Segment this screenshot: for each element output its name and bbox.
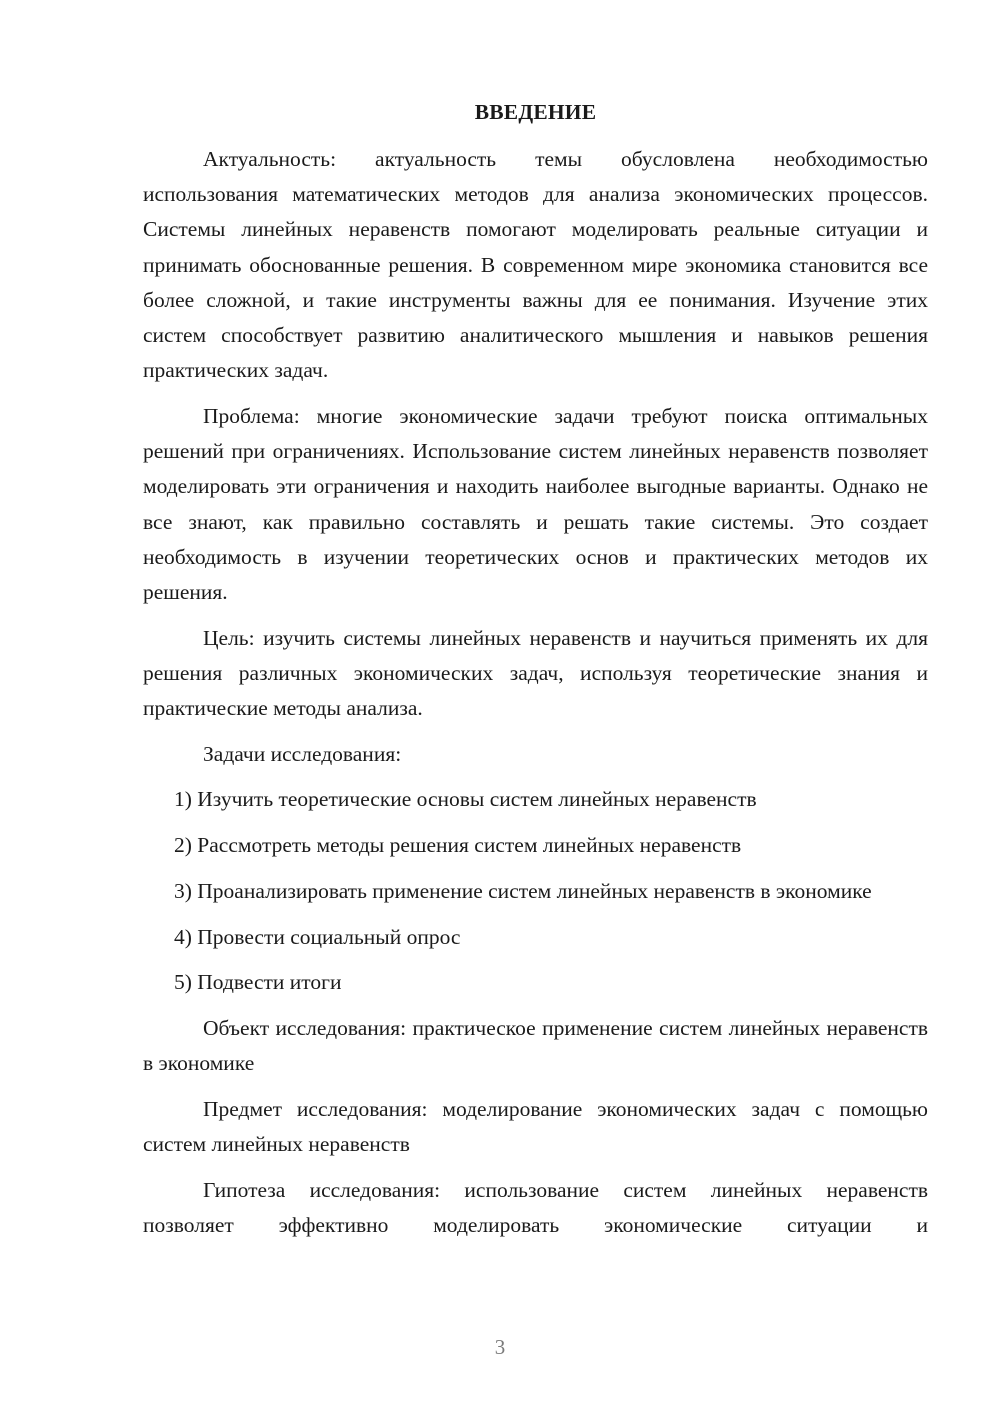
task-item-5: 5) Подвести итоги [174,970,342,995]
object-paragraph: Объект исследования: практическое применение систем линейных неравенств в экономике [143,1015,928,1076]
task-item-4: 4) Провести социальный опрос [174,924,461,949]
goal-paragraph: Цель: изучить системы линейных неравенств и научиться применять их для решения различных экономических задач, используя теоретические знания и практические методы анализа. [143,625,928,721]
hypothesis-paragraph: Гипотеза исследования: использование систем линейных неравенств позволяет эффективно моделировать экономические ситуации и [143,1177,928,1237]
section-title: ВВЕДЕНИЕ [474,100,597,124]
page-number: 3 [494,1335,506,1359]
problem-paragraph: Проблема: многие экономические задачи требуют поиска оптимальных решений при ограничениях. Использование систем линейных неравенств позволяет моделировать эти ограничения и находить наиболее выгодные варианты. Однако не все знают, как правильно составлять и решать такие системы. Это создает необходимость в изучении теоретических основ и практических методов их решения. [143,403,928,604]
subject-paragraph: Предмет исследования: моделирование экономических задач с помощью систем линейных неравенств [143,1096,928,1157]
tasks-heading: Задачи исследования: [203,741,402,766]
task-item-3: 3) Проанализировать применение систем линейных неравенств в экономике [174,878,872,903]
task-item-2: 2) Рассмотреть методы решения систем линейных неравенств [174,833,742,858]
relevance-paragraph: Актуальность: актуальность темы обусловлена необходимостью использования математических методов для анализа экономических процессов. Системы линейных неравенств помогают моделировать реальные ситуации и принимать обоснованные решения. В современном мире экономика становится все более сложной, и такие инструменты важны для ее понимания. Изучение этих систем способствует развитию аналитического мышления и навыков решения практических задач. [143,147,928,383]
task-item-1: 1) Изучить теоретические основы систем линейных неравенств [174,787,757,812]
document-page [143,95,928,1254]
